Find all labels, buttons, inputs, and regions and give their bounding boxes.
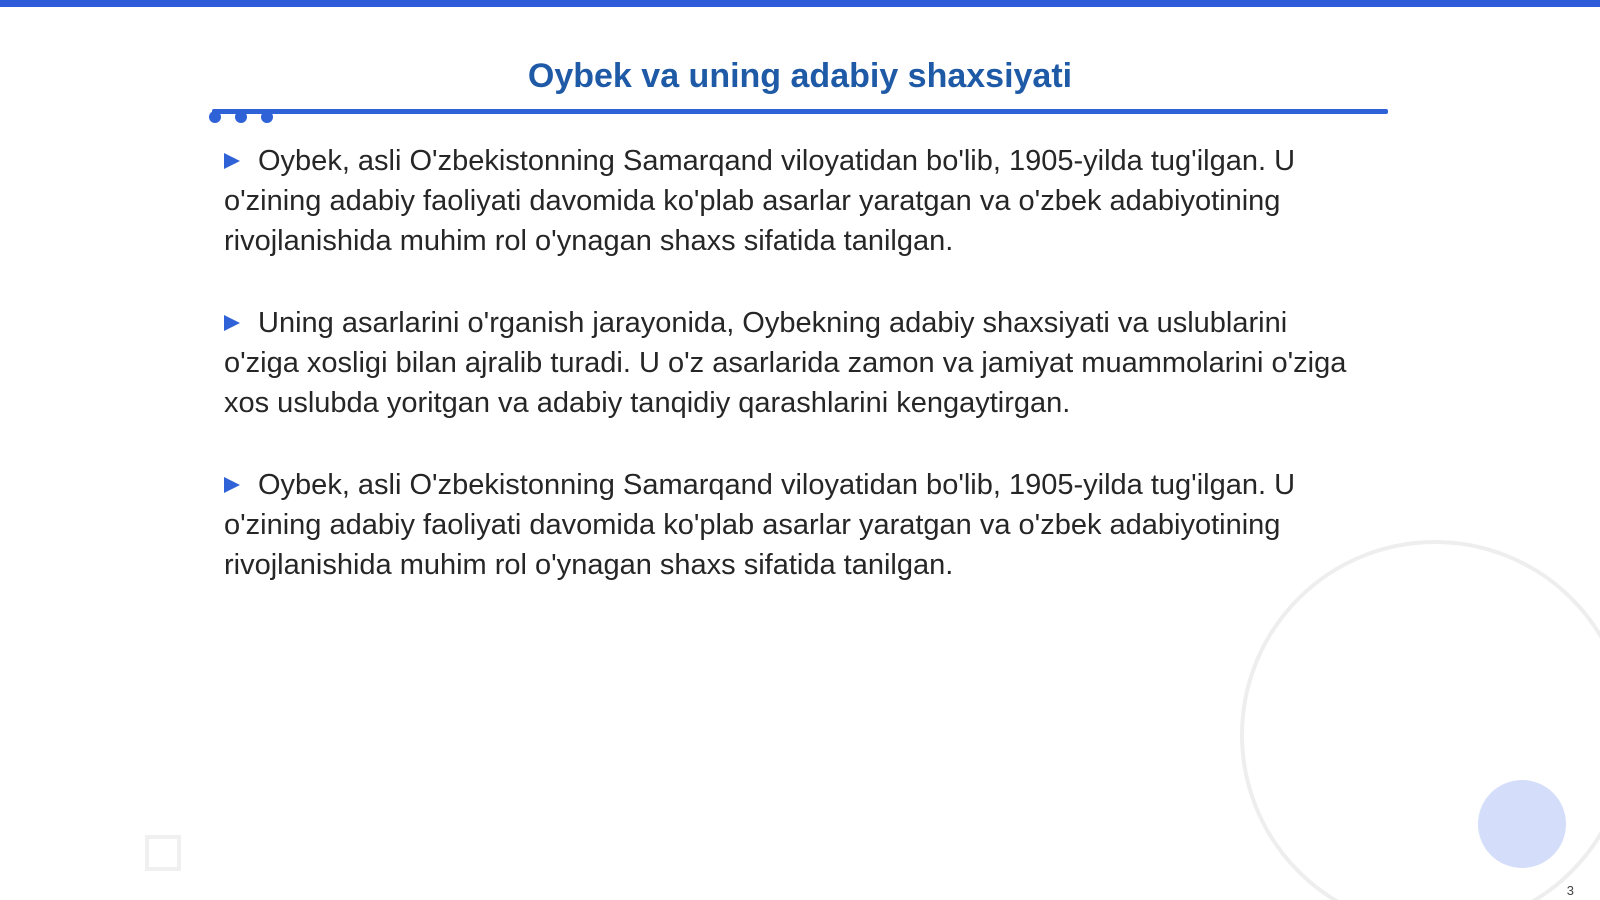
slide-title: Oybek va uning adabiy shaxsiyati [527, 57, 1073, 95]
title-underline [212, 109, 1388, 114]
decorative-dot [261, 111, 273, 123]
bullet-item [224, 465, 1354, 585]
bullet-item [224, 141, 1354, 261]
decorative-dot [235, 111, 247, 123]
decorative-dot [209, 111, 221, 123]
decorative-circle [1478, 780, 1566, 868]
page-number: 3 [1566, 883, 1574, 898]
bullet-list [224, 141, 1354, 627]
bullet-text: Oybek, asli O'zbekistonning Samarqand viloyatidan bo'lib, 1905-yilda tug'ilgan. U o'zining adabiy faoliyati davomida ko'plab asarlar yaratgan va o'zbek adabiyotining rivojlanishida muhim rol o'ynagan shaxs sifatida tanilgan. [224, 469, 1296, 581]
triangle-right-icon [224, 153, 240, 169]
bullet-text: Uning asarlarini o'rganish jarayonida, Oybekning adabiy shaxsiyati va uslublarini o'ziga xosligi bilan ajralib turadi. U o'z asarlarida zamon va jamiyat muammolarini o'ziga xos uslubda yoritgan va adabiy tanqidiy qarashlarini kengaytirgan. [224, 307, 1347, 419]
triangle-right-icon [224, 477, 240, 493]
decorative-square [145, 835, 181, 871]
top-accent-bar [0, 0, 1600, 7]
bullet-text: Oybek, asli O'zbekistonning Samarqand viloyatidan bo'lib, 1905-yilda tug'ilgan. U o'zining adabiy faoliyati davomida ko'plab asarlar yaratgan va o'zbek adabiyotining rivojlanishida muhim rol o'ynagan shaxs sifatida tanilgan. [224, 145, 1296, 257]
triangle-right-icon [224, 315, 240, 331]
bullet-item [224, 303, 1354, 423]
